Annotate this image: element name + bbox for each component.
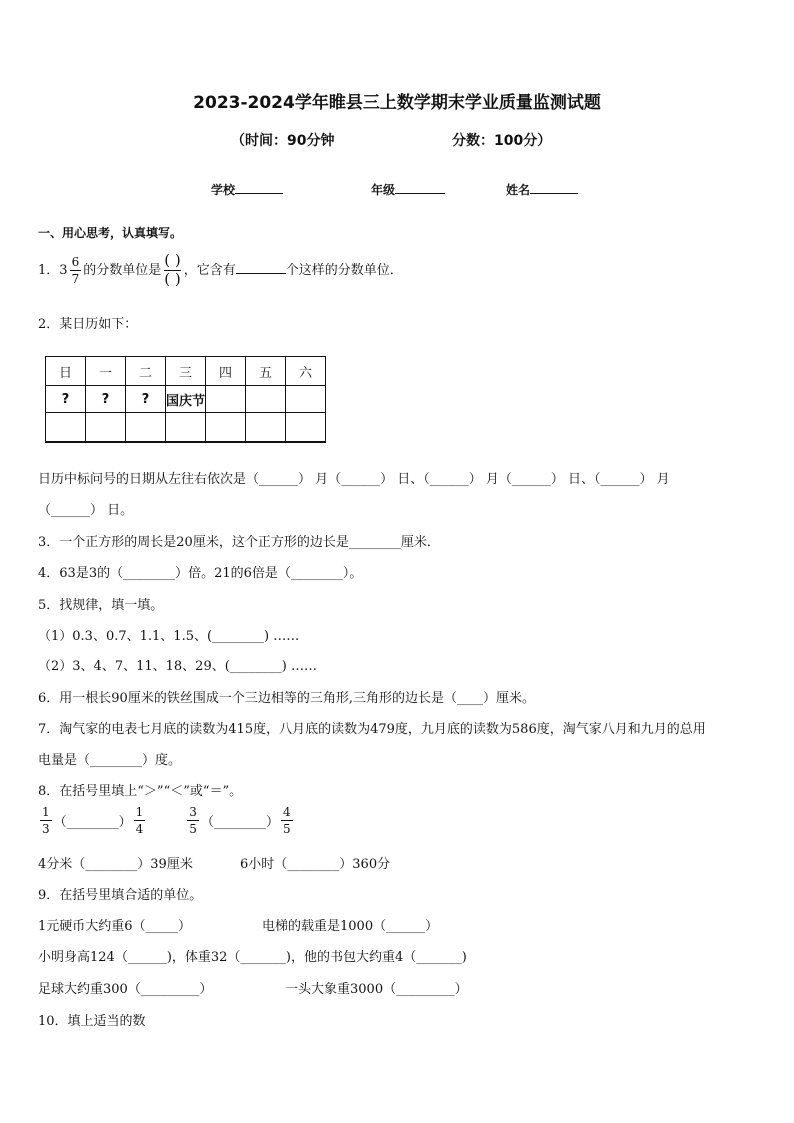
calendar-cell (46, 413, 86, 443)
question-6: 6．用一根长90厘米的铁丝围成一个三边相等的三角形,三角形的边长是（____）厘米。 (38, 691, 535, 706)
fraction: $\frac{1}{4}$ (135, 805, 144, 836)
mixed-fraction: $\frac{6}{7}$ (71, 254, 80, 286)
question-9-b: 小明身高124（______)，体重32（_______)，他的书包大约重4（_______) (38, 950, 467, 965)
calendar-header-row (46, 357, 326, 386)
school-label: 学校 (211, 183, 236, 197)
answer-blank (236, 261, 286, 274)
fraction: $\frac{1}{3}$ (42, 805, 50, 836)
section-heading: 一、用心思考，认真填写。 (38, 226, 183, 240)
question-9-a1: 1元硬币大约重6（_____） (38, 919, 192, 934)
calendar-cell: ? (86, 386, 126, 413)
question-8-fractions (38, 806, 295, 835)
calendar-cell: 一 (86, 357, 126, 386)
exam-time: （时间：90分钟 (231, 133, 335, 149)
name-blank (530, 181, 578, 194)
question-2-text-line1: 日历中标问号的日期从左往右依次是（______） 月（______） 日、（______） 月（______） 日、（______） 月 (38, 472, 670, 487)
answer-fraction-blank: $\frac{( )}{( )}$ (164, 251, 181, 288)
calendar-cell: ? (46, 386, 86, 413)
calendar-cell: 五 (246, 357, 286, 386)
question-8-units-b: 6小时（________）360分 (240, 857, 391, 872)
question-4: 4．63是3的（________）倍。21的6倍是（________）。 (38, 566, 363, 581)
page-title: 2023-2024学年睢县三上数学期末学业质量监测试题 (193, 93, 601, 113)
calendar-cell (206, 386, 246, 413)
school-field (211, 181, 283, 198)
calendar-cell (126, 413, 166, 443)
calendar-row (46, 413, 326, 443)
question-9-c1: 足球大约重300（_________） (38, 982, 213, 997)
question-8: 8．在括号里填上“＞”“＜”或“＝”。 (38, 784, 243, 799)
calendar-cell: 日 (46, 357, 86, 386)
fraction: $\frac{3}{5}$ (189, 805, 197, 836)
calendar-cell (86, 413, 126, 443)
question-5-part-1: （1）0.3、0.7、1.1、1.5、(________) …… (38, 629, 300, 644)
calendar-cell: 三 (166, 357, 206, 386)
compare-blank: （________） (200, 815, 279, 830)
grade-blank (395, 181, 445, 194)
question-3: 3．一个正方形的周长是20厘米，这个正方形的边长是________厘米． (38, 535, 440, 550)
calendar-row (46, 386, 326, 413)
question-5-part-2: （2）3、4、7、11、18、29、(________) …… (38, 659, 317, 674)
calendar-cell (206, 413, 246, 443)
calendar-cell (286, 386, 326, 413)
calendar-cell (246, 413, 286, 443)
question-5: 5．找规律，填一填。 (38, 598, 164, 613)
grade-field (371, 181, 445, 198)
fraction: $\frac{4}{5}$ (282, 805, 291, 836)
calendar-cell (246, 386, 286, 413)
school-blank (235, 181, 283, 194)
question-7-line1: 7．淘气家的电表七月底的读数为415度，八月底的读数为479度，九月底的读数为586度，淘气家八月和九月的总用 (38, 722, 706, 737)
name-field (506, 181, 578, 198)
calendar-cell: 六 (286, 357, 326, 386)
calendar-table (45, 356, 326, 443)
calendar-cell: 二 (126, 357, 166, 386)
exam-score: 分数：100分） (452, 133, 552, 149)
grade-label: 年级 (371, 183, 396, 197)
question-9-a2: 电梯的载重是1000（______） (262, 919, 439, 934)
name-label: 姓名 (506, 183, 531, 197)
question-2-text-line2: （______） 日。 (38, 503, 134, 518)
calendar-cell (286, 413, 326, 443)
calendar-cell: 四 (206, 357, 246, 386)
calendar-cell-national-day: 国庆节 (166, 386, 206, 413)
question-2: 2．某日历如下： (38, 317, 138, 332)
calendar-cell: ? (126, 386, 166, 413)
compare-blank: （________） (53, 815, 132, 830)
question-1: 1．3 $\frac{6}{7}$ 的分数单位是 $\frac{( )}{( )}$ ，它含有 个这样的分数单位． (38, 251, 403, 288)
question-7-line2: 电量是（________）度。 (38, 753, 182, 768)
question-9-c2: 一头大象重3000（_________） (285, 982, 468, 997)
question-8-units-a: 4分米（________）39厘米 (38, 857, 193, 872)
question-10: 10．填上适当的数 (38, 1014, 146, 1029)
question-9: 9．在括号里填合适的单位。 (38, 888, 203, 903)
calendar-cell (166, 413, 206, 443)
